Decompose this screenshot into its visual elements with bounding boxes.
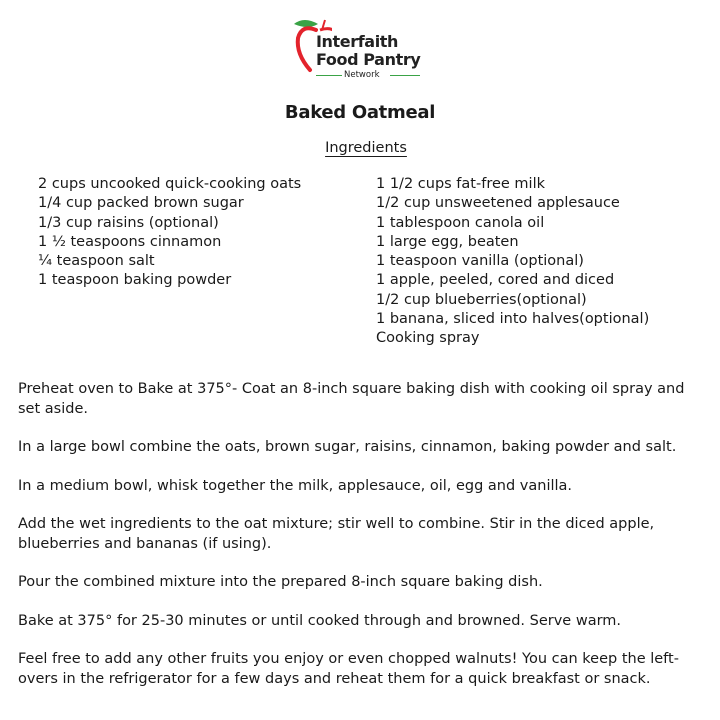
ingredients-left-list bbox=[38, 175, 301, 291]
instruction-step: Preheat oven to Bake at 375°- Coat an 8-inch square baking dish with cooking oil spray and set aside. bbox=[18, 381, 685, 417]
ingredient-item: ¼ teaspoon salt bbox=[38, 253, 155, 270]
instruction-step: Bake at 375° for 25-30 minutes or until cooked through and browned. Serve warm. bbox=[18, 612, 622, 629]
ingredient-item: 1 teaspoon baking powder bbox=[38, 272, 232, 289]
ingredient-item: 1/2 cup unsweetened applesauce bbox=[376, 195, 620, 212]
ingredients-right-list bbox=[376, 175, 649, 349]
ingredient-item: 1 apple, peeled, cored and diced bbox=[376, 272, 615, 289]
logo-line-1: Interfaith bbox=[316, 32, 399, 51]
instruction-step: In a large bowl combine the oats, brown sugar, raisins, cinnamon, baking powder and salt. bbox=[18, 439, 677, 455]
divider bbox=[316, 75, 342, 76]
instruction-step: In a medium bowl, whisk together the milk, applesauce, oil, egg and vanilla. bbox=[18, 477, 573, 494]
ingredient-item: 1 large egg, beaten bbox=[376, 233, 519, 250]
ingredient-item: 2 cups uncooked quick-cooking oats bbox=[38, 176, 302, 192]
ingredient-item: 1 banana, sliced into halves(optional) bbox=[376, 311, 650, 328]
ingredients-heading: Ingredients bbox=[325, 140, 407, 156]
ingredient-item: 1 teaspoon vanilla (optional) bbox=[376, 253, 584, 270]
instructions bbox=[18, 380, 708, 708]
divider bbox=[390, 75, 420, 76]
instruction-step: Pour the combined mixture into the prepared 8-inch square baking dish. bbox=[18, 574, 543, 590]
instruction-step: Add the wet ingredients to the oat mixture; stir well to combine. Stir in the diced apple, blueberries and bananas (if using). bbox=[18, 516, 655, 552]
ingredient-item: 1/3 cup raisins (optional) bbox=[38, 214, 219, 231]
ingredient-item: 1/4 cup packed brown sugar bbox=[38, 195, 244, 212]
instruction-step: Feel free to add any other fruits you enjoy or even chopped walnuts! You can keep the left-overs in the refrigerator for a few days and reheat them for a quick breakfast or snack. bbox=[18, 651, 679, 687]
ingredient-item: Cooking spray bbox=[376, 330, 480, 347]
ingredient-item: 1 tablespoon canola oil bbox=[376, 214, 545, 231]
logo-line-3: Network bbox=[344, 70, 380, 80]
ingredient-item: 1 1/2 cups fat-free milk bbox=[376, 176, 545, 192]
ingredient-item: 1 ½ teaspoons cinnamon bbox=[38, 233, 222, 250]
logo-line-2: Food Pantry bbox=[316, 50, 421, 69]
ingredient-item: 1/2 cup blueberries(optional) bbox=[376, 291, 587, 308]
logo bbox=[292, 16, 432, 84]
page-title: Baked Oatmeal bbox=[284, 102, 436, 123]
